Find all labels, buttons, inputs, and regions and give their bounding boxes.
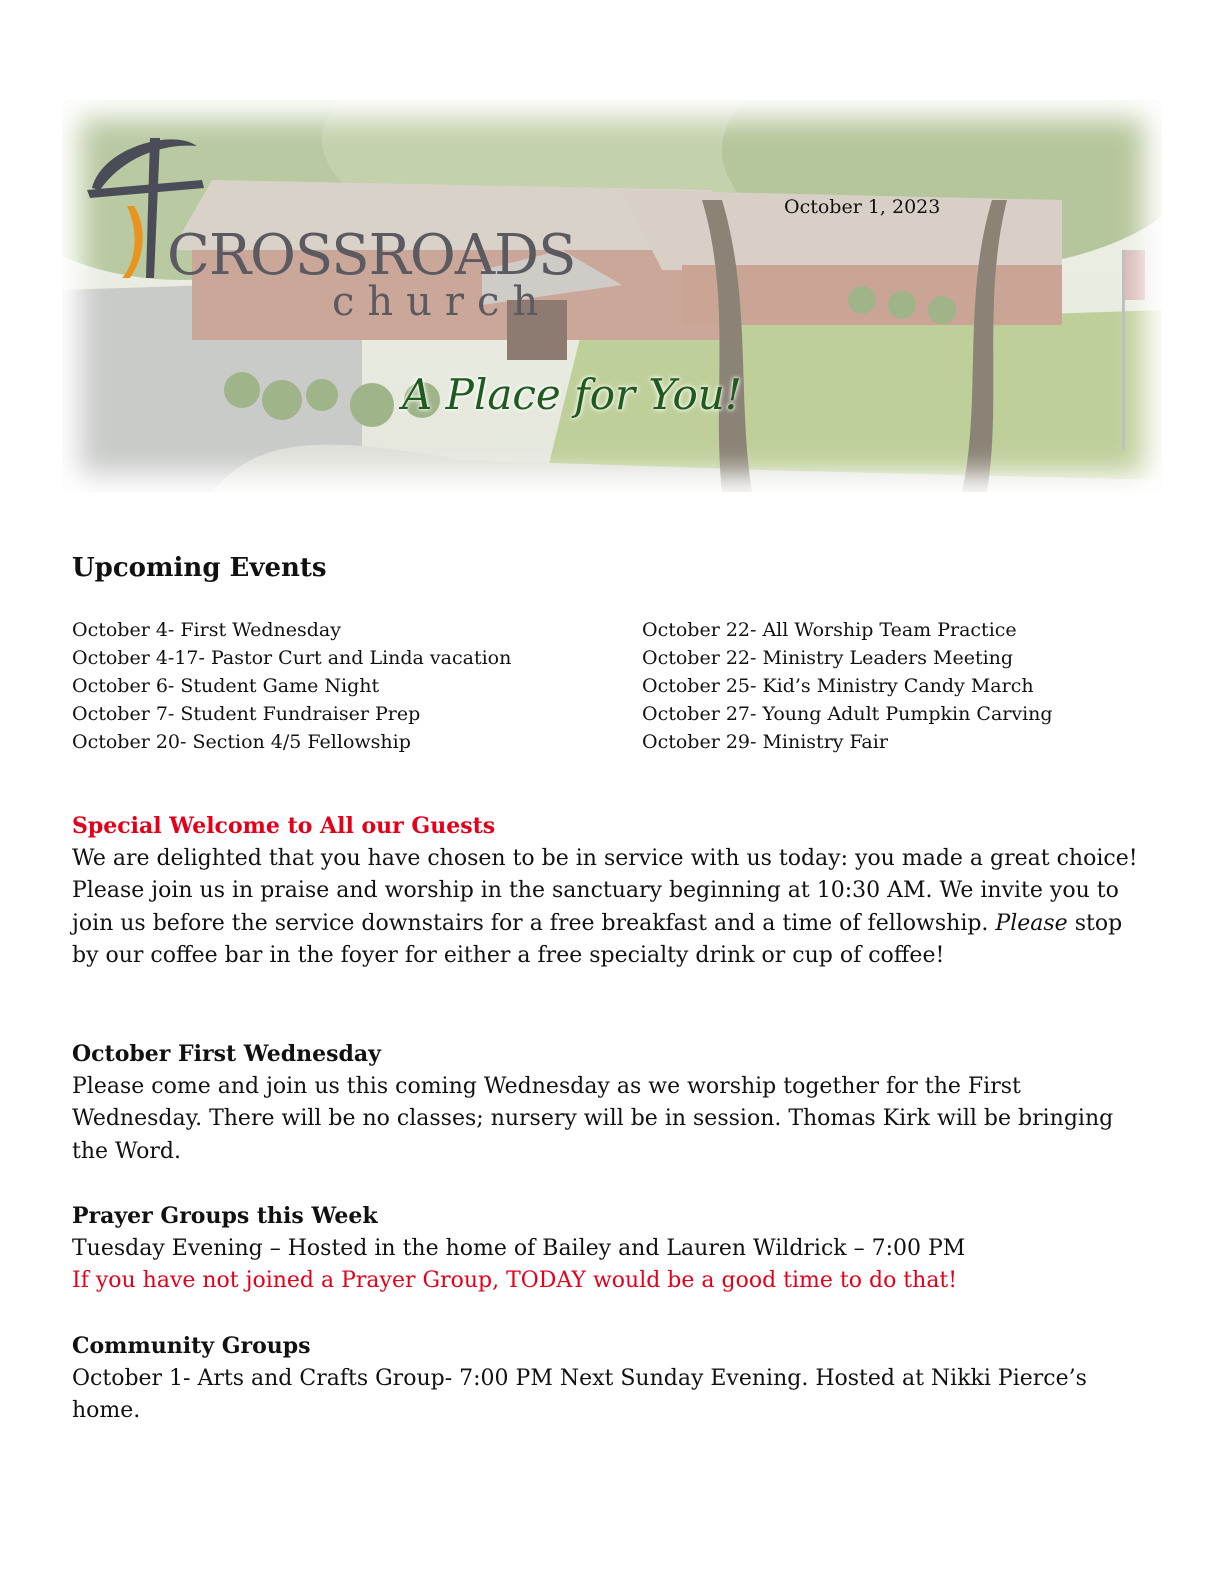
- welcome-body-text-end: stop by our coffee bar in the foyer for either a free specialty drink or cup of coffee!: [72, 910, 1123, 968]
- events-column-left: [72, 616, 511, 756]
- event-item: October 22- All Worship Team Practice: [642, 619, 1017, 641]
- welcome-section: [72, 810, 1147, 973]
- upcoming-events-heading: Upcoming Events: [72, 553, 327, 583]
- event-item: October 7- Student Fundraiser Prep: [72, 703, 421, 725]
- welcome-heading: Special Welcome to All our Guests: [72, 813, 496, 839]
- prayer-groups-callout: If you have not joined a Prayer Group, TODAY would be a good time to do that!: [72, 1268, 958, 1293]
- tagline: A Place for You!: [402, 370, 742, 419]
- community-groups-section: [72, 1330, 1147, 1428]
- community-groups-body: October 1- Arts and Crafts Group- 7:00 PM Next Sunday Evening. Hosted at Nikki Pierce’s home.: [72, 1365, 1087, 1423]
- prayer-groups-heading: Prayer Groups this Week: [72, 1203, 378, 1229]
- event-item: October 27- Young Adult Pumpkin Carving: [642, 703, 1053, 725]
- church-name: CROSSROADS: [167, 223, 576, 288]
- first-wednesday-body: Please come and join us this coming Wednesday as we worship together for the First Wednesday. There will be no classes; nursery will be in session. Thomas Kirk will be bringing the Word.: [72, 1073, 1114, 1164]
- event-item: October 29- Ministry Fair: [642, 731, 888, 753]
- events-column-right: [642, 616, 1053, 756]
- community-groups-heading: Community Groups: [72, 1333, 311, 1359]
- church-logo: [82, 128, 576, 325]
- prayer-groups-section: [72, 1200, 1147, 1298]
- event-item: October 20- Section 4/5 Fellowship: [72, 731, 411, 753]
- header-banner: [62, 100, 1162, 492]
- event-item: October 4- First Wednesday: [72, 619, 341, 641]
- event-item: October 25- Kid’s Ministry Candy March: [642, 675, 1034, 697]
- first-wednesday-heading: October First Wednesday: [72, 1041, 381, 1067]
- prayer-groups-body: Tuesday Evening – Hosted in the home of Bailey and Lauren Wildrick – 7:00 PM: [72, 1235, 966, 1261]
- welcome-body-text: We are delighted that you have chosen to be in service with us today: you made a great choice! Please join us in praise and worship in the sanctuary beginning at 10:30 AM. We invite you to join us before the service downstairs for a free breakfast and a time of fellowship.: [72, 845, 1138, 936]
- first-wednesday-section: [72, 1038, 1147, 1168]
- church-subtitle: church: [332, 279, 552, 325]
- welcome-body: [72, 843, 1147, 973]
- bulletin-date: October 1, 2023: [784, 196, 941, 218]
- event-item: October 4-17- Pastor Curt and Linda vacation: [72, 647, 512, 669]
- bulletin-content: [72, 548, 1152, 1423]
- welcome-body-emphasis: Please: [995, 910, 1068, 936]
- event-item: October 6- Student Game Night: [72, 675, 380, 697]
- event-item: October 22- Ministry Leaders Meeting: [642, 647, 1014, 669]
